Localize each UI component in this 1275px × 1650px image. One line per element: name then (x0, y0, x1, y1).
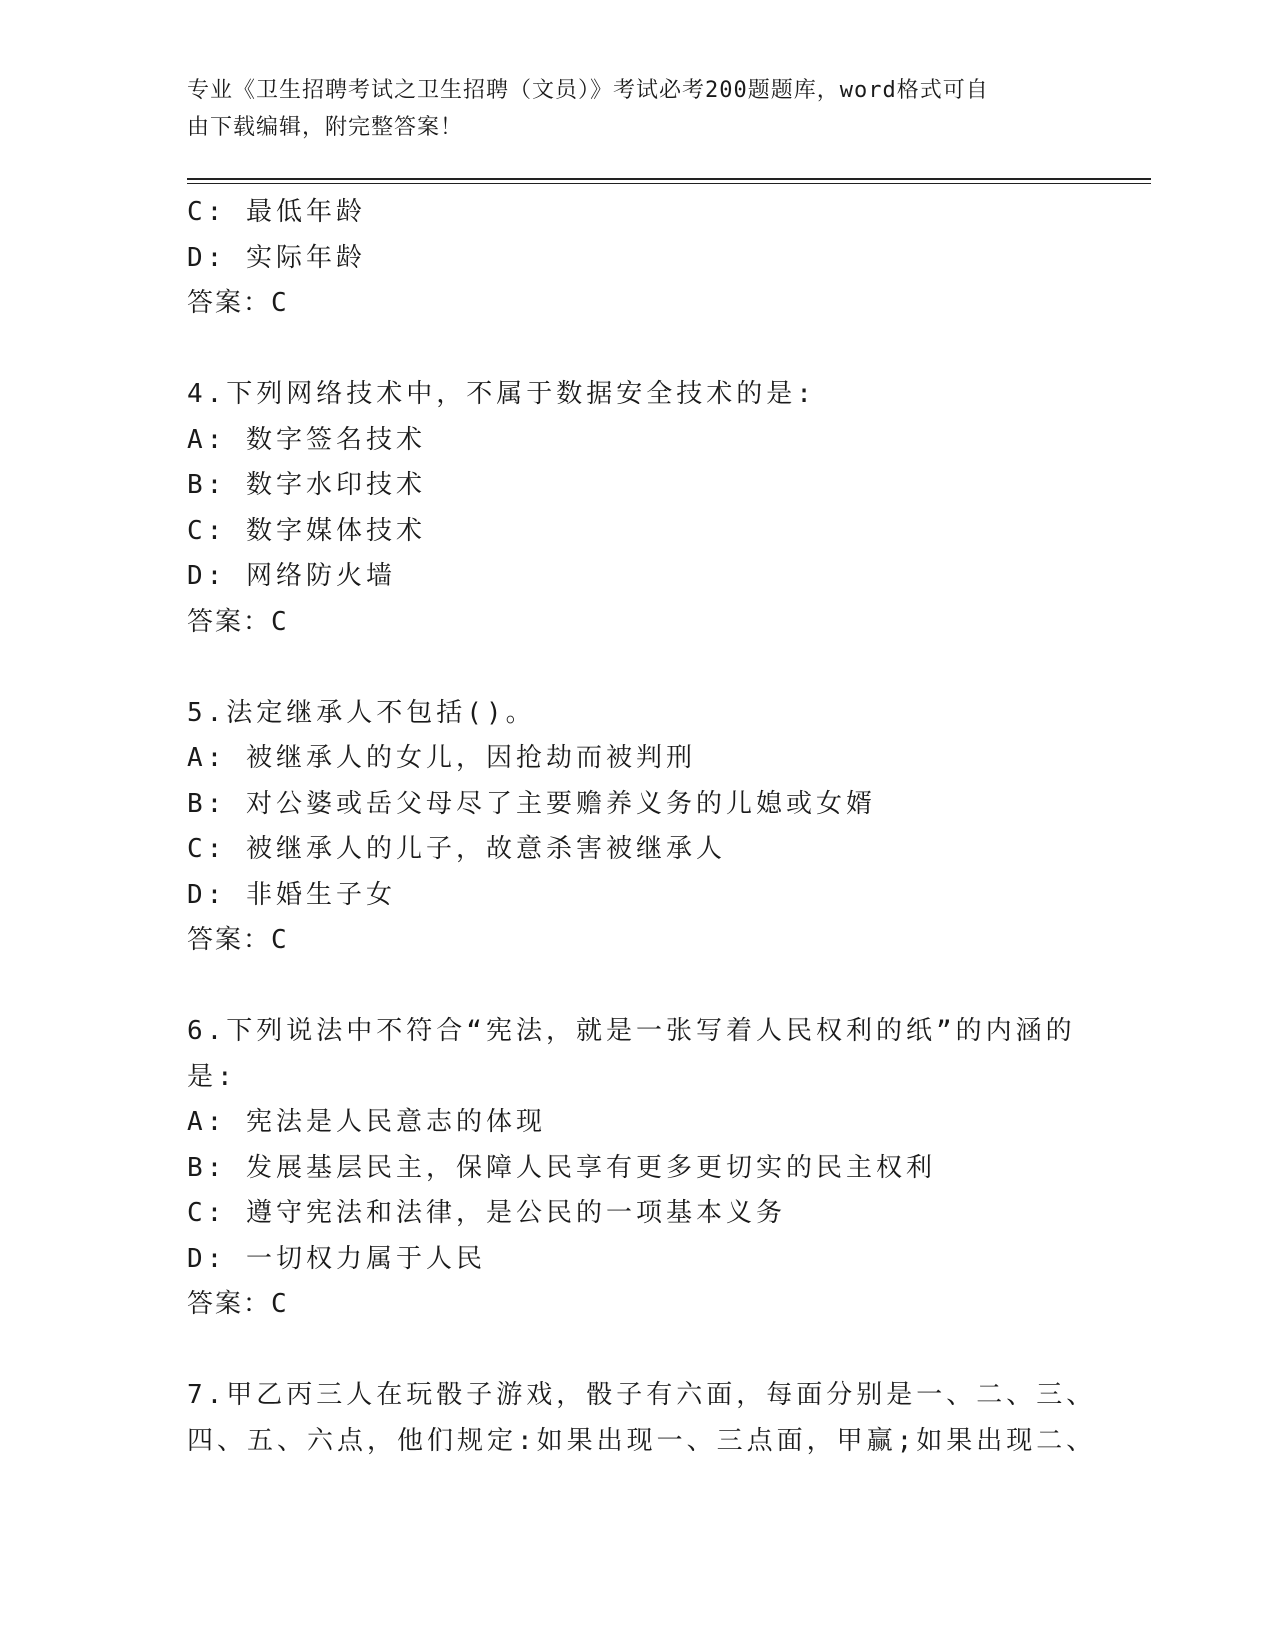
option-c: C: 最低年龄 (187, 197, 366, 227)
option-d: D: 非婚生子女 (187, 879, 396, 910)
answer: 答案：C (187, 288, 289, 318)
question-stem-line-2: 是: (187, 1061, 237, 1092)
document-header (187, 72, 1067, 146)
option-b: B: 数字水印技术 (187, 470, 426, 500)
question-stem-line-1: 6.下列说法中不符合“宪法，就是一张写着人民权利的纸”的内涵的 (187, 1016, 1076, 1046)
question-stem: 5.法定继承人不包括()。 (187, 697, 536, 728)
header-line-1: 专业《卫生招聘考试之卫生招聘（文员）》考试必考200题题库，word格式可自 (187, 78, 989, 103)
option-d: D: 实际年龄 (187, 242, 366, 273)
question-7 (187, 1373, 1097, 1464)
option-b: B: 对公婆或岳父母尽了主要赡养义务的儿媳或女婿 (187, 788, 876, 819)
question-4 (187, 372, 1087, 645)
question-6 (187, 1009, 1087, 1328)
option-b: B: 发展基层民主，保障人民享有更多更切实的民主权利 (187, 1152, 936, 1183)
answer: 答案：C (187, 606, 289, 637)
option-a: A: 数字签名技术 (187, 424, 426, 455)
question-list (187, 190, 1097, 1464)
question-stem-line-1: 7.甲乙丙三人在玩骰子游戏，骰子有六面，每面分别是一、二、三、 (187, 1380, 1097, 1410)
option-c: C: 被继承人的儿子，故意杀害被继承人 (187, 834, 726, 864)
header-rule-thick (187, 178, 1151, 180)
answer: 答案：C (187, 1289, 289, 1319)
header-rule-thin (187, 183, 1151, 184)
option-c: C: 数字媒体技术 (187, 515, 426, 546)
answer: 答案：C (187, 925, 289, 955)
option-c: C: 遵守宪法和法律，是公民的一项基本义务 (187, 1198, 786, 1228)
question-stem-line-2: 四、五、六点，他们规定:如果出现一、三点面，甲赢;如果出现二、 (187, 1425, 1097, 1456)
option-d: D: 一切权力属于人民 (187, 1243, 486, 1274)
question-stem: 4.下列网络技术中，不属于数据安全技术的是: (187, 379, 816, 409)
option-a: A: 被继承人的女儿，因抢劫而被判刑 (187, 743, 696, 773)
option-d: D: 网络防火墙 (187, 561, 396, 591)
option-a: A: 宪法是人民意志的体现 (187, 1107, 546, 1137)
header-line-2: 由下载编辑，附完整答案！ (187, 115, 464, 140)
question-3-tail (187, 190, 1087, 327)
question-5 (187, 691, 1087, 964)
